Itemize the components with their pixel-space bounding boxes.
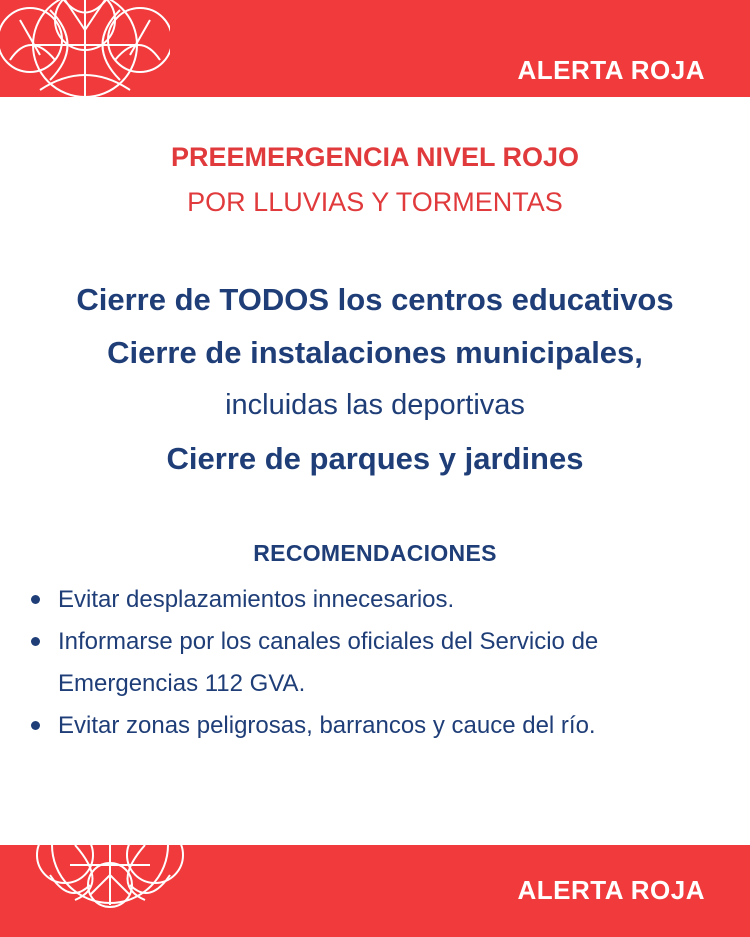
measure-municipal-facilities: Cierre de instalaciones municipales,	[107, 335, 643, 370]
bullet-icon	[31, 637, 40, 646]
alert-label: ALERTA ROJA	[517, 875, 705, 905]
top-banner	[0, 0, 750, 97]
recommendation-text: Informarse por los canales oficiales del Servicio de Emergencias 112 GVA.	[58, 628, 599, 697]
recommendations-title: RECOMENDACIONES	[253, 540, 497, 566]
measure-parks: Cierre de parques y jardines	[166, 441, 584, 476]
flower-icon	[30, 845, 190, 937]
bullet-icon	[31, 595, 40, 604]
recommendations-list	[28, 579, 728, 747]
measure-schools: Cierre de TODOS los centros educativos	[76, 282, 674, 317]
recommendation-item	[28, 621, 728, 705]
bottom-banner	[0, 845, 750, 937]
recommendation-text: Evitar zonas peligrosas, barrancos y cauce del río.	[58, 712, 596, 739]
headline-level: PREEMERGENCIA NIVEL ROJO	[170, 142, 580, 172]
measure-sports-note: incluidas las deportivas	[225, 389, 525, 421]
measures-list	[0, 280, 750, 492]
recommendation-text: Evitar desplazamientos innecesarios.	[58, 586, 455, 613]
flower-icon	[0, 0, 170, 97]
recommendation-item	[28, 705, 728, 747]
alert-label: ALERTA ROJA	[517, 55, 705, 85]
headline-cause: POR LLUVIAS Y TORMENTAS	[187, 187, 563, 217]
bullet-icon	[31, 721, 40, 730]
recommendation-item	[28, 579, 728, 621]
